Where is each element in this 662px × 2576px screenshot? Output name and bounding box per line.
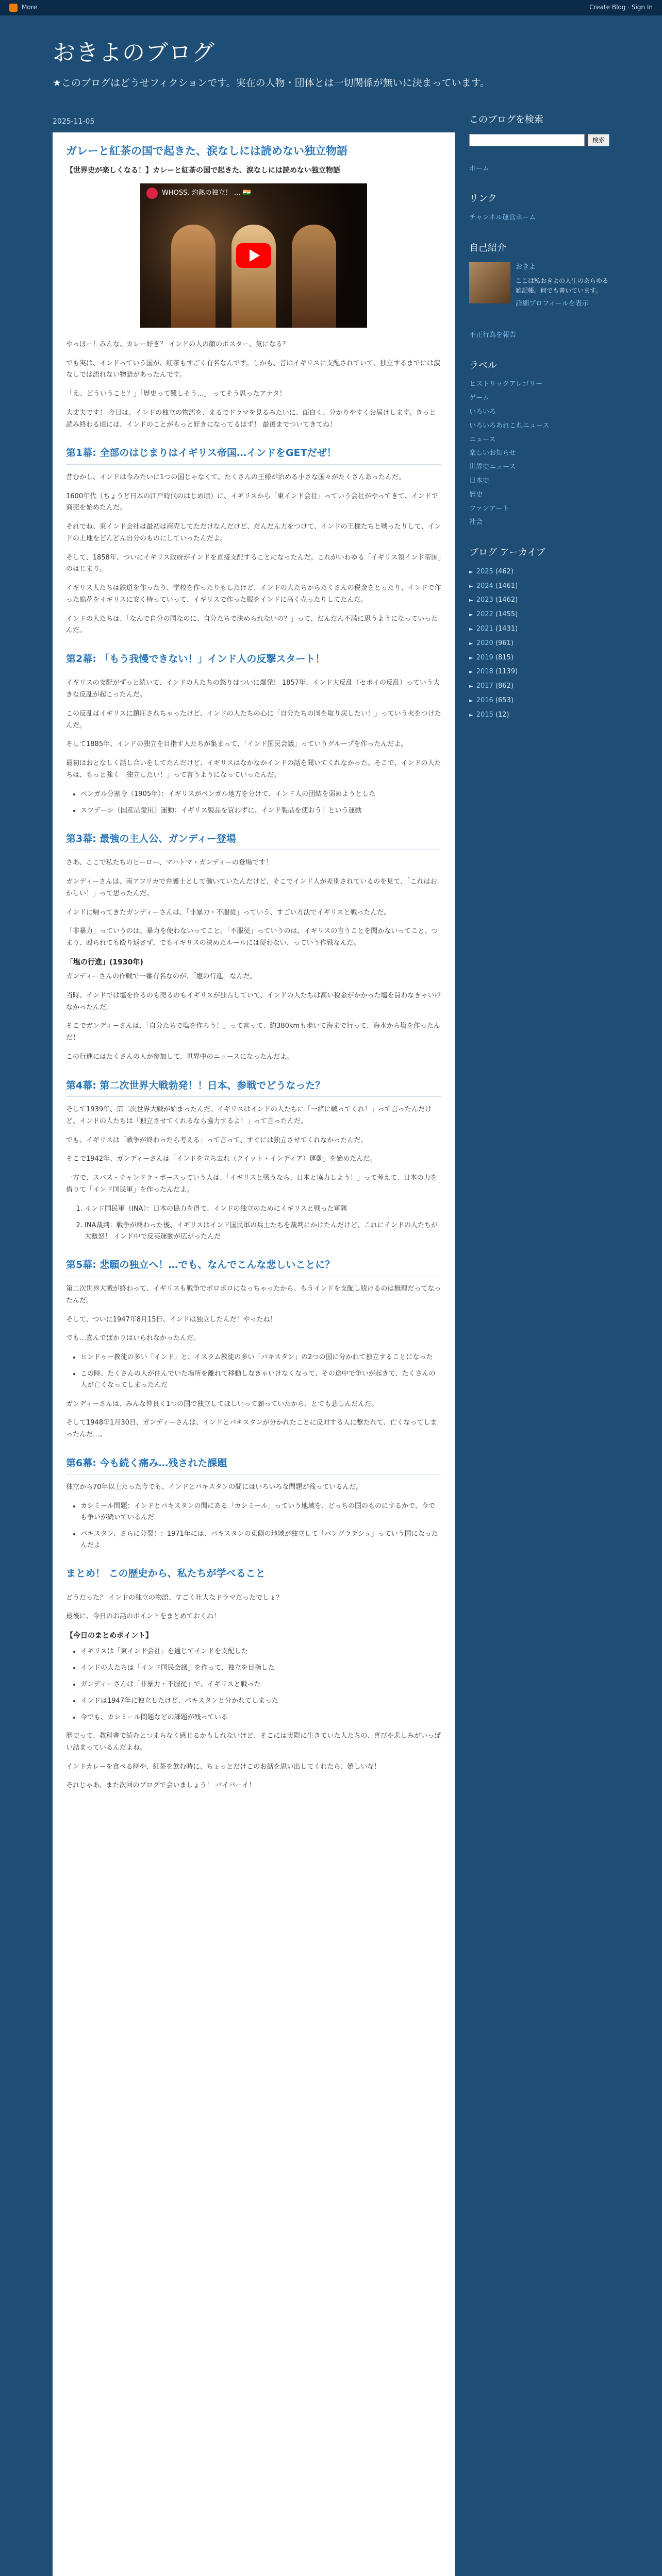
expand-triangle-icon[interactable]: ► — [469, 669, 473, 675]
archive-year-row[interactable] — [469, 696, 609, 706]
label-link[interactable]: ニュース — [469, 435, 496, 444]
archive-year-count: (1461) — [495, 582, 518, 590]
archive-year-row[interactable] — [469, 581, 609, 592]
blog-post — [53, 132, 455, 2576]
section-paragraph: でも…喜んでばかりはいられなかったんだ。 — [66, 1334, 201, 1343]
archive-year-link[interactable]: 2025 — [476, 567, 493, 575]
channel-avatar-icon[interactable] — [146, 188, 158, 199]
archive-year-count: (462) — [495, 567, 514, 575]
section-sub-paragraph: ガンディーさんの作戦で一番有名なのが、「塩の行進」なんだ。 — [66, 973, 257, 981]
section-paragraph: 第二次世界大戦が終わって、イギリスも戦争でボロボロになっちゃったから、もうインドを支配し続けるのは無理だってなったんだ。 — [66, 1285, 441, 1304]
expand-triangle-icon[interactable]: ► — [469, 583, 473, 589]
blog-header — [53, 15, 609, 103]
section-paragraph: この反乱はイギリスに鎮圧されちゃったけど、インドの人たちの心に「自分たちの国を取り戻したい！」っていう火をつけたんだ。 — [66, 709, 441, 730]
section-paragraph: 「非暴力」っていうのは、暴力を使わないってこと。「不服従」っていうのは、イギリスの言うことを聞かないってこと。つまり、殴られても殴り返さず、でもイギリスの決めたルールには従わない、っていう作戦なんだ。 — [66, 927, 438, 947]
expand-triangle-icon[interactable]: ► — [469, 569, 473, 575]
report-abuse-link[interactable]: 不正行為を報告 — [469, 331, 517, 339]
archive-year-row[interactable] — [469, 624, 609, 635]
section-sub-paragraph: そこでガンディーさんは、「自分たちで塩を作ろう！」って言って、約380kmも歩いて海まで行って、海水から塩を作ったんだ！ — [66, 1022, 440, 1042]
section-sub-paragraph: 当時、インドでは塩を作るのも売るのもイギリスが独占していて、インドの人たちは高い税金がかかった塩を買わなきゃいけなかったんだ。 — [66, 991, 441, 1011]
sidebar-home-link[interactable]: ホーム — [469, 164, 490, 173]
label-link[interactable]: ファンアート — [469, 504, 509, 513]
section-paragraph: 独立から70年以上たった今でも、インドとパキスタンの間にはいろいろな問題が残っているんだ。 — [66, 1483, 363, 1492]
bullet-item: • 今でも、カシミール問題などの課題が残っている — [80, 1712, 441, 1723]
section-subheading: 【今日のまとめポイント】 — [66, 1632, 153, 1640]
bullet-item: • カシミール問題：インドとパキスタンの間にある「カシミール」っていう地域を、どっちの国のものにするかで、今でも争いが続いているんだ — [80, 1501, 441, 1523]
section-paragraph: イギリス人たちは鉄道を作ったり、学校を作ったりもしたけど、インドの人たちからたくさんの税金をとったり、インドで作った綿花をイギリスに安く持っていって、イギリスで作った服をインドに高く売ったりしてたんだ。 — [66, 584, 441, 604]
search-input[interactable] — [469, 134, 585, 146]
archive-year-link[interactable]: 2019 — [476, 653, 493, 662]
video-figure-center — [231, 225, 276, 328]
page-outer — [53, 15, 609, 2576]
archive-year-link[interactable]: 2021 — [476, 625, 493, 633]
video-figure-right — [292, 225, 336, 328]
archive-year-count: (1455) — [495, 611, 518, 619]
section-paragraph: どうだった？ インドの独立の物語、すごく壮大なドラマだったでしょ？ — [66, 1594, 283, 1602]
numbered-list — [85, 1204, 441, 1243]
archive-year-link[interactable]: 2023 — [476, 596, 493, 604]
section-closing-paragraph: それじゃあ、また次回のブログで会いましょう！ バイバーイ！ — [66, 1782, 256, 1790]
links-widget — [469, 192, 609, 224]
main-column — [53, 113, 455, 2576]
bullet-item: • イギリスは「東インド会社」を通じてインドを支配した — [80, 1646, 441, 1657]
profile-description: ここは私おきよの人生のあらゆる雑記帳。何でも書いています。 — [516, 277, 609, 294]
links-heading: リンク — [469, 193, 497, 205]
archive-year-count: (815) — [495, 653, 514, 662]
label-link[interactable]: いろいろあれこれニュース — [469, 421, 550, 430]
embedded-video[interactable] — [140, 183, 367, 328]
section-paragraph: インドの人たちは、「なんで自分の国なのに、自分たちで決められないの？」って、だんだん不満に思うようになっていったんだ。 — [66, 615, 438, 635]
intro-paragraph: やっほー！みんな、カレー好き？ インドの人の顔のポスター、気になる？ — [66, 340, 289, 348]
section-heading: 第4幕: 第二次世界大戦勃発！！日本、参戦でどうなった？ — [66, 1075, 441, 1097]
section-heading: 第5幕: 悲願の独立へ！…でも、なんでこんな悲しいことに？ — [66, 1254, 441, 1276]
label-link[interactable]: 楽しいお知らせ — [469, 449, 516, 457]
section-sub-paragraph: この行進にはたくさんの人が参加して、世界中のニュースになったんだよ。 — [66, 1053, 294, 1061]
section-heading: 第6幕: 今も続く痛み…残された課題 — [66, 1452, 441, 1475]
profile-widget — [469, 241, 609, 313]
labels-heading: ラベル — [469, 360, 497, 371]
section-paragraph: 一方で、スバス・チャンドラ・ボースっていう人は、「イギリスと戦うなら、日本と協力しよう！」って考えて、日本の力を借りて「インド国民軍」を作ったんだよ。 — [66, 1174, 437, 1194]
archive-year-row[interactable] — [469, 595, 609, 606]
post-sections — [66, 442, 441, 1792]
post-title[interactable]: ガレーと紅茶の国で起きた、涙なしには読めない独立物語 — [66, 145, 347, 158]
video-title[interactable]: WHOSS. 灼熱の独立！ … 🇮🇳 — [162, 189, 252, 197]
play-button-icon[interactable] — [236, 243, 271, 268]
numbered-item: 2. INA裁判：戦争が終わった後、イギリスはインド国民軍の兵士たちを裁判にかけたんだけど、これにインドの人たちが大激怒！ インド中で反英運動が広がったんだ — [85, 1220, 441, 1243]
section-paragraph: 最後に、今日のお話のポイントをまとめておくね！ — [66, 1613, 221, 1621]
section-paragraph: そして1939年、第二次世界大戦が始まったんだ。イギリスはインドの人たちに「一緒に戦ってくれ！」って言ったんだけど、インドの人たちは「独立させてくれるなら協力するよ！」って言ったんだ。 — [66, 1106, 432, 1125]
blogger-logo-icon[interactable] — [9, 4, 18, 12]
bullet-item: • ガンディーさんは「非暴力・不服従」で、イギリスと戦った — [80, 1679, 441, 1690]
blog-description: ★このブログはどうせフィクションです。実在の人物・団体とは一切関係が無いに決まっています。 — [53, 77, 490, 89]
archive-year-count: (862) — [495, 682, 514, 690]
section-subheading: 「塩の行進」(1930年) — [66, 958, 143, 967]
profile-heading: 自己紹介 — [469, 242, 506, 253]
intro-paragraph: 大丈夫です！ 今日は、インドの独立の物語を、まるでドラマを見るみたいに、面白く、分かりやすくお届けします。きっと読み終わる頃には、インドのことがもっと好きになってるはず！ 最後までついてきてね！ — [66, 409, 436, 429]
label-link[interactable]: ヒストリックアレゴリー — [469, 380, 542, 388]
navbar-separator: · — [627, 4, 632, 11]
bullet-item: • パキスタン、さらに分裂！：1971年には、パキスタンの東側の地域が独立して「バングラデシュ」っていう国になったんだよ — [80, 1529, 441, 1551]
video-figure-left — [171, 225, 216, 328]
bullet-list — [80, 789, 441, 817]
section-paragraph: 最初はおとなしく話し合いをしてたんだけど、イギリスはなかなかインドの話を聞いてくれなかった。そこで、インドの人たちは、もっと強く「独立したい！」って言うようになっていったんだ。 — [66, 759, 441, 779]
expand-triangle-icon[interactable]: ► — [469, 598, 473, 604]
profile-detail-link[interactable]: 詳細プロフィールを表示 — [516, 299, 589, 308]
blog-title[interactable]: おきよのブログ — [53, 40, 215, 66]
archive-widget — [469, 546, 609, 721]
section-paragraph: インドに帰ってきたガンディーさんは、「非暴力・不服従」っていう、すごい方法でイギリスと戦ったんだ。 — [66, 908, 391, 917]
label-link[interactable]: ゲーム — [469, 394, 490, 402]
bullet-item: • ヒンドゥー教徒の多い「インド」と、イスラム教徒の多い「パキスタン」の2つの国に分かれて独立することになった — [80, 1352, 441, 1363]
section-paragraph: さあ、ここで私たちのヒーロー、マハトマ・ガンディーの登場です！ — [66, 859, 273, 867]
sidebar — [469, 113, 609, 2576]
archive-year-link[interactable]: 2020 — [476, 639, 493, 647]
archive-year-link[interactable]: 2022 — [476, 611, 493, 619]
bullet-list — [80, 1501, 441, 1551]
bullet-item: • ベンガル分割令（1905年）：イギリスがベンガル地方を分けて、インド人の団結を弱めようとした — [80, 789, 441, 800]
post-intro — [66, 339, 441, 431]
section-paragraph: そこで1942年、ガンディーさんは「インドを立ち去れ（クイット・インディア）運動」を始めたんだ。 — [66, 1155, 377, 1163]
search-heading: このブログを検索 — [469, 114, 543, 125]
archive-year-row[interactable] — [469, 609, 609, 620]
blogger-navbar — [0, 0, 662, 15]
expand-triangle-icon[interactable]: ► — [469, 612, 473, 618]
labels-widget — [469, 359, 609, 529]
archive-year-count: (1462) — [495, 596, 518, 604]
archive-year-row[interactable] — [469, 667, 609, 677]
section-paragraph: それでね、東インド会社は最初は商売してただけなんだけど、だんだん力をつけて、インドの王様たちと戦ったりして、インドの土地をどんどん自分のものにしていったんだよ。 — [66, 523, 441, 543]
archive-year-count: (653) — [495, 697, 514, 705]
section-paragraph: そして、ついに1947年8月15日、インドは独立したんだ！やったね！ — [66, 1315, 277, 1324]
expand-triangle-icon[interactable]: ► — [469, 712, 473, 718]
archive-list — [469, 567, 609, 721]
archive-year-row[interactable] — [469, 681, 609, 692]
section-closing-paragraph: インドカレーを食べる時や、紅茶を飲む時に、ちょっとだけこのお話を思い出してくれたら、嬉しいな！ — [66, 1762, 381, 1771]
section-heading: 第3幕: 最強の主人公、ガンディー登場 — [66, 828, 441, 850]
bullet-list — [80, 1646, 441, 1723]
section-paragraph: 昔むかし、インドは今みたいに1つの国じゃなくて、たくさんの王様が治める小さな国々がたくさんあったんだ。 — [66, 473, 405, 481]
bullet-item: • インドの人たちは「インド国民会議」を作って、独立を目指した — [80, 1663, 441, 1674]
section-closing-paragraph: そして1948年1月30日、ガンディーさんは、インドとパキスタンが分かれたことに反対する人に撃たれて、亡くなってしまったんだ…。 — [66, 1419, 437, 1438]
bullet-item: • この時、たくさんの人が住んでいた場所を離れて移動しなきゃいけなくなって、その途中で争いが起きて、たくさんの人が亡くなってしまったんだ — [80, 1368, 441, 1391]
profile-block — [469, 262, 609, 313]
search-row — [469, 134, 609, 146]
archive-year-count: (1431) — [495, 625, 518, 633]
search-widget — [469, 113, 609, 146]
intro-paragraph: 「え、どういうこと？」「歴史って難しそう…」 ってそう思ったアナタ！ — [66, 390, 286, 398]
more-link[interactable]: More — [22, 4, 37, 11]
label-link[interactable]: 世界史ニュース — [469, 463, 516, 471]
archive-year-link[interactable]: 2016 — [476, 697, 493, 705]
archive-heading: ブログ アーカイブ — [469, 547, 545, 558]
video-title-bar — [146, 188, 361, 199]
date-header: 2025-11-05 — [53, 117, 95, 126]
archive-year-row[interactable] — [469, 567, 609, 578]
archive-year-link[interactable]: 2015 — [476, 710, 493, 719]
archive-year-row[interactable] — [469, 710, 609, 721]
create-blog-link[interactable]: Create Blog — [589, 4, 626, 11]
archive-year-link[interactable]: 2017 — [476, 682, 493, 690]
archive-year-link[interactable]: 2024 — [476, 582, 493, 590]
archive-year-count: (1139) — [495, 668, 518, 676]
expand-triangle-icon[interactable]: ► — [469, 626, 473, 633]
section-paragraph: イギリスの支配がずっと続いて、インドの人たちの怒りはついに爆発！ 1857年、インド大反乱（セポイの反乱）っていう大きな反乱が起こったんだ。 — [66, 679, 440, 699]
report-widget — [469, 330, 609, 341]
expand-triangle-icon[interactable]: ► — [469, 684, 473, 690]
archive-year-count: (961) — [495, 639, 514, 647]
section-closing-paragraph: ガンディーさんは、みんな仲良く1つの国で独立してほしいって願っていたから、とても悲しんだんだ。 — [66, 1400, 378, 1408]
intro-paragraph: でも実は、インドっていう国が、紅茶もすごく有名なんです。しかも、昔はイギリスに支配されていて、独立するまでには涙なしでは語れない物語があったんです。 — [66, 359, 440, 379]
section-paragraph: でも、イギリスは「戦争が終わったら考える」って言って、すぐには独立させてくれなかったんだ。 — [66, 1136, 368, 1144]
archive-year-link[interactable]: 2018 — [476, 668, 493, 676]
section-paragraph: そして、1858年、ついにイギリス政府がインドを直接支配することになったんだ。これがいわゆる「イギリス領インド帝国」のはじまり。 — [66, 553, 441, 573]
section-heading: 第1幕: 全部のはじまりはイギリス帝国…インドをGETだぜ！ — [66, 442, 441, 464]
label-link[interactable]: 社会 — [469, 518, 483, 527]
profile-avatar[interactable] — [469, 262, 510, 303]
sign-in-link[interactable]: Sign In — [631, 4, 653, 11]
section-paragraph: ガンディーさんは、南アフリカで弁護士として働いていたんだけど、そこでインド人が差別されているのを見て、「これはおかしい！」って思ったんだ。 — [66, 878, 437, 897]
archive-year-row[interactable] — [469, 638, 609, 649]
search-button[interactable]: 検索 — [588, 134, 609, 146]
profile-name-link[interactable]: おきよ — [516, 263, 536, 271]
section-paragraph: 1600年代（ちょうど日本の江戸時代のはじめ頃）に、イギリスから「東インド会社」っていう会社がやってきて、インドで商売を始めたんだ。 — [66, 492, 438, 512]
bullet-item: • スワデーシ（国産品愛用）運動：イギリス製品を買わずに、インド製品を使おう！という運動 — [80, 805, 441, 817]
label-link[interactable]: いろいろ — [469, 408, 496, 416]
section-heading: まとめ！ この歴史から、私たちが学べること — [66, 1563, 441, 1585]
archive-year-row[interactable] — [469, 653, 609, 664]
section-paragraph: そして1885年、インドの独立を目指す人たちが集まって、「インド国民会議」っていうグループを作ったんだよ。 — [66, 740, 408, 749]
expand-triangle-icon[interactable]: ► — [469, 640, 473, 647]
bullet-list — [80, 1352, 441, 1391]
section-heading: 第2幕: 「もう我慢できない！」インド人の反撃スタート！ — [66, 648, 441, 670]
profile-text-block — [516, 262, 609, 313]
pages-widget — [469, 164, 609, 175]
label-list — [469, 379, 609, 528]
content-columns — [53, 113, 609, 2576]
label-link[interactable]: 日本史 — [469, 477, 490, 485]
sidebar-link-item[interactable]: チャンネル運営ホーム — [469, 214, 536, 222]
section-closing-paragraph: 歴史って、教科書で読むとつまらなく感じるかもしれないけど、そこには実際に生きていた人たちの、喜びや悲しみがいっぱい詰まっているんだよね。 — [66, 1732, 441, 1752]
label-link[interactable]: 歴史 — [469, 490, 483, 499]
numbered-item: 1. インド国民軍（INA）：日本の協力を得て、インドの独立のためにイギリスと戦った軍隊 — [85, 1204, 441, 1215]
archive-year-count: (12) — [495, 710, 509, 719]
post-lead: 【世界史が楽しくなる！】カレーと紅茶の国で起きた、涙なしには読めない独立物語 — [66, 166, 340, 175]
bullet-item: • インドは1947年に独立したけど、パキスタンと分かれてしまった — [80, 1696, 441, 1707]
expand-triangle-icon[interactable]: ► — [469, 655, 473, 661]
expand-triangle-icon[interactable]: ► — [469, 698, 473, 704]
